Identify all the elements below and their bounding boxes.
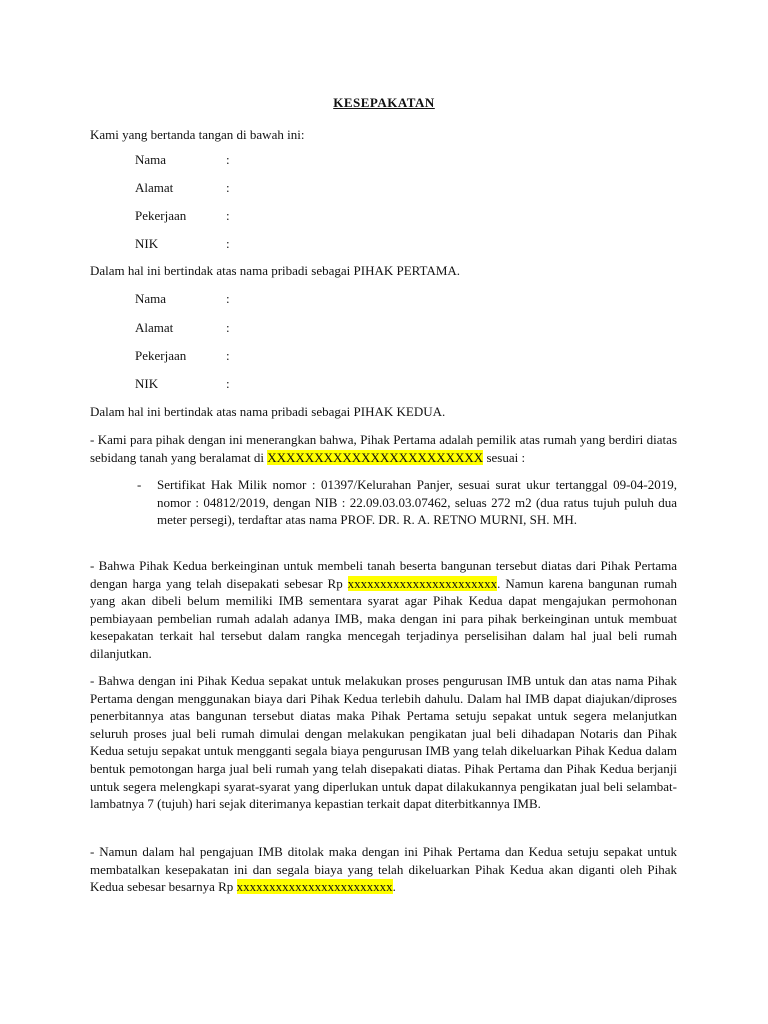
party2-address-label: Alamat	[135, 320, 174, 335]
party1-statement: Dalam hal ini bertindak atas nama pribadi sebagai PIHAK PERTAMA.	[90, 263, 461, 278]
subitem-dash: -	[137, 477, 142, 492]
party1-nik-label: NIK	[135, 236, 159, 251]
party2-statement: Dalam hal ini bertindak atas nama pribadi sebagai PIHAK KEDUA.	[90, 404, 446, 419]
party1-name-colon: :	[226, 152, 230, 167]
paragraph-text: - Kami para pihak dengan ini menerangkan bahwa, Pihak Pertama adalah pemilik atas rumah yang berdiri diatas sebidang tanah yang beralamat di	[90, 432, 677, 465]
party2-nik-colon: :	[226, 376, 230, 391]
party2-occupation-colon: :	[226, 348, 230, 363]
party2-name-colon: :	[226, 291, 230, 306]
certificate-details: Sertifikat Hak Milik nomor : 01397/Kelurahan Panjer, sesuai surat ukur tertanggal 09-04-2019, nomor : 04812/2019, dengan NIB : 22.09.03.03.07462, seluas 272 m2 (dua ratus tujuh puluh dua meter persegi), terdaftar atas nama PROF. DR. R. A. RETNO MURNI, SH. MH.	[157, 477, 677, 528]
paragraph-imb-rejection	[90, 843, 677, 896]
party1-nik-colon: :	[226, 236, 230, 251]
party1-occupation-label: Pekerjaan	[135, 208, 187, 223]
address-placeholder-highlight: XXXXXXXXXXXXXXXXXXXXXXX	[267, 449, 484, 465]
intro-text: Kami yang bertanda tangan di bawah ini:	[90, 127, 305, 142]
party1-name-label: Nama	[135, 152, 167, 167]
paragraph-text: - Namun dalam hal pengajuan IMB ditolak maka dengan ini Pihak Pertama dan Kedua setuju sepakat untuk membatalkan kesepakatan ini dan segala biaya yang telah dikeluarkan Pihak Kedua akan diganti oleh Pihak Kedua sebesar besarnya Rp	[90, 844, 677, 895]
price-placeholder-highlight: xxxxxxxxxxxxxxxxxxxxxxx	[347, 575, 498, 591]
paragraph-text: sesuai :	[483, 449, 526, 465]
party1-address-colon: :	[226, 180, 230, 195]
paragraph-imb-process: - Bahwa dengan ini Pihak Kedua sepakat untuk melakukan proses pengurusan IMB untuk dan atas nama Pihak Pertama dengan menggunakan biaya dari Pihak Kedua terlebih dahulu. Dalam hal IMB dapat diajukan/diproses penerbitannya atas bangunan tersebut diatas maka Pihak Pertama setuju sepakat untuk segera melanjutkan seluruh proses jual beli rumah dimulai dengan melakukan pengikatan jual beli dihadapan Notaris dan Pihak Kedua setuju sepakat untuk mengganti segala biaya pengurusan IMB yang telah dikeluarkan Pihak Kedua dalam bentuk pemotongan harga jual beli rumah yang telah disepakati diatas. Pihak Pertama dan Pihak Kedua berjanji untuk segera melengkapi syarat-syarat yang diperlukan untuk dapat dilakukannya pengikatan jual beli selambat-lambatnya 7 (tujuh) hari sejak diterimanya kepastian terkait dapat diterbitkannya IMB.	[90, 673, 677, 812]
paragraph-text: . Namun karena bangunan rumah yang akan dibeli belum memiliki IMB sementara syarat agar Pihak Kedua dapat mengajukan permohonan pembiayaan pembelian rumah adalah adanya IMB, maka dengan ini para pihak berkeinginan untuk membuat kesepakatan terkait hal tersebut dalam rangka mencegah terjadinya perselisihan dalam hal jual beli rumah dilanjutkan.	[90, 575, 677, 661]
party2-address-colon: :	[226, 320, 230, 335]
party2-name-label: Nama	[135, 291, 167, 306]
paragraph-purchase-intent	[90, 557, 677, 663]
document-title: KESEPAKATAN	[333, 95, 435, 110]
party2-nik-label: NIK	[135, 376, 159, 391]
paragraph-property-ownership	[90, 431, 677, 466]
party1-address-label: Alamat	[135, 180, 174, 195]
paragraph-text: .	[392, 879, 396, 895]
party1-occupation-colon: :	[226, 208, 230, 223]
refund-placeholder-highlight: xxxxxxxxxxxxxxxxxxxxxxxx	[236, 879, 393, 895]
paragraph-text: - Bahwa Pihak Kedua berkeinginan untuk membeli tanah beserta bangunan tersebut diatas dari Pihak Pertama dengan harga yang telah disepakati sebesar Rp	[90, 558, 677, 591]
party2-occupation-label: Pekerjaan	[135, 348, 187, 363]
